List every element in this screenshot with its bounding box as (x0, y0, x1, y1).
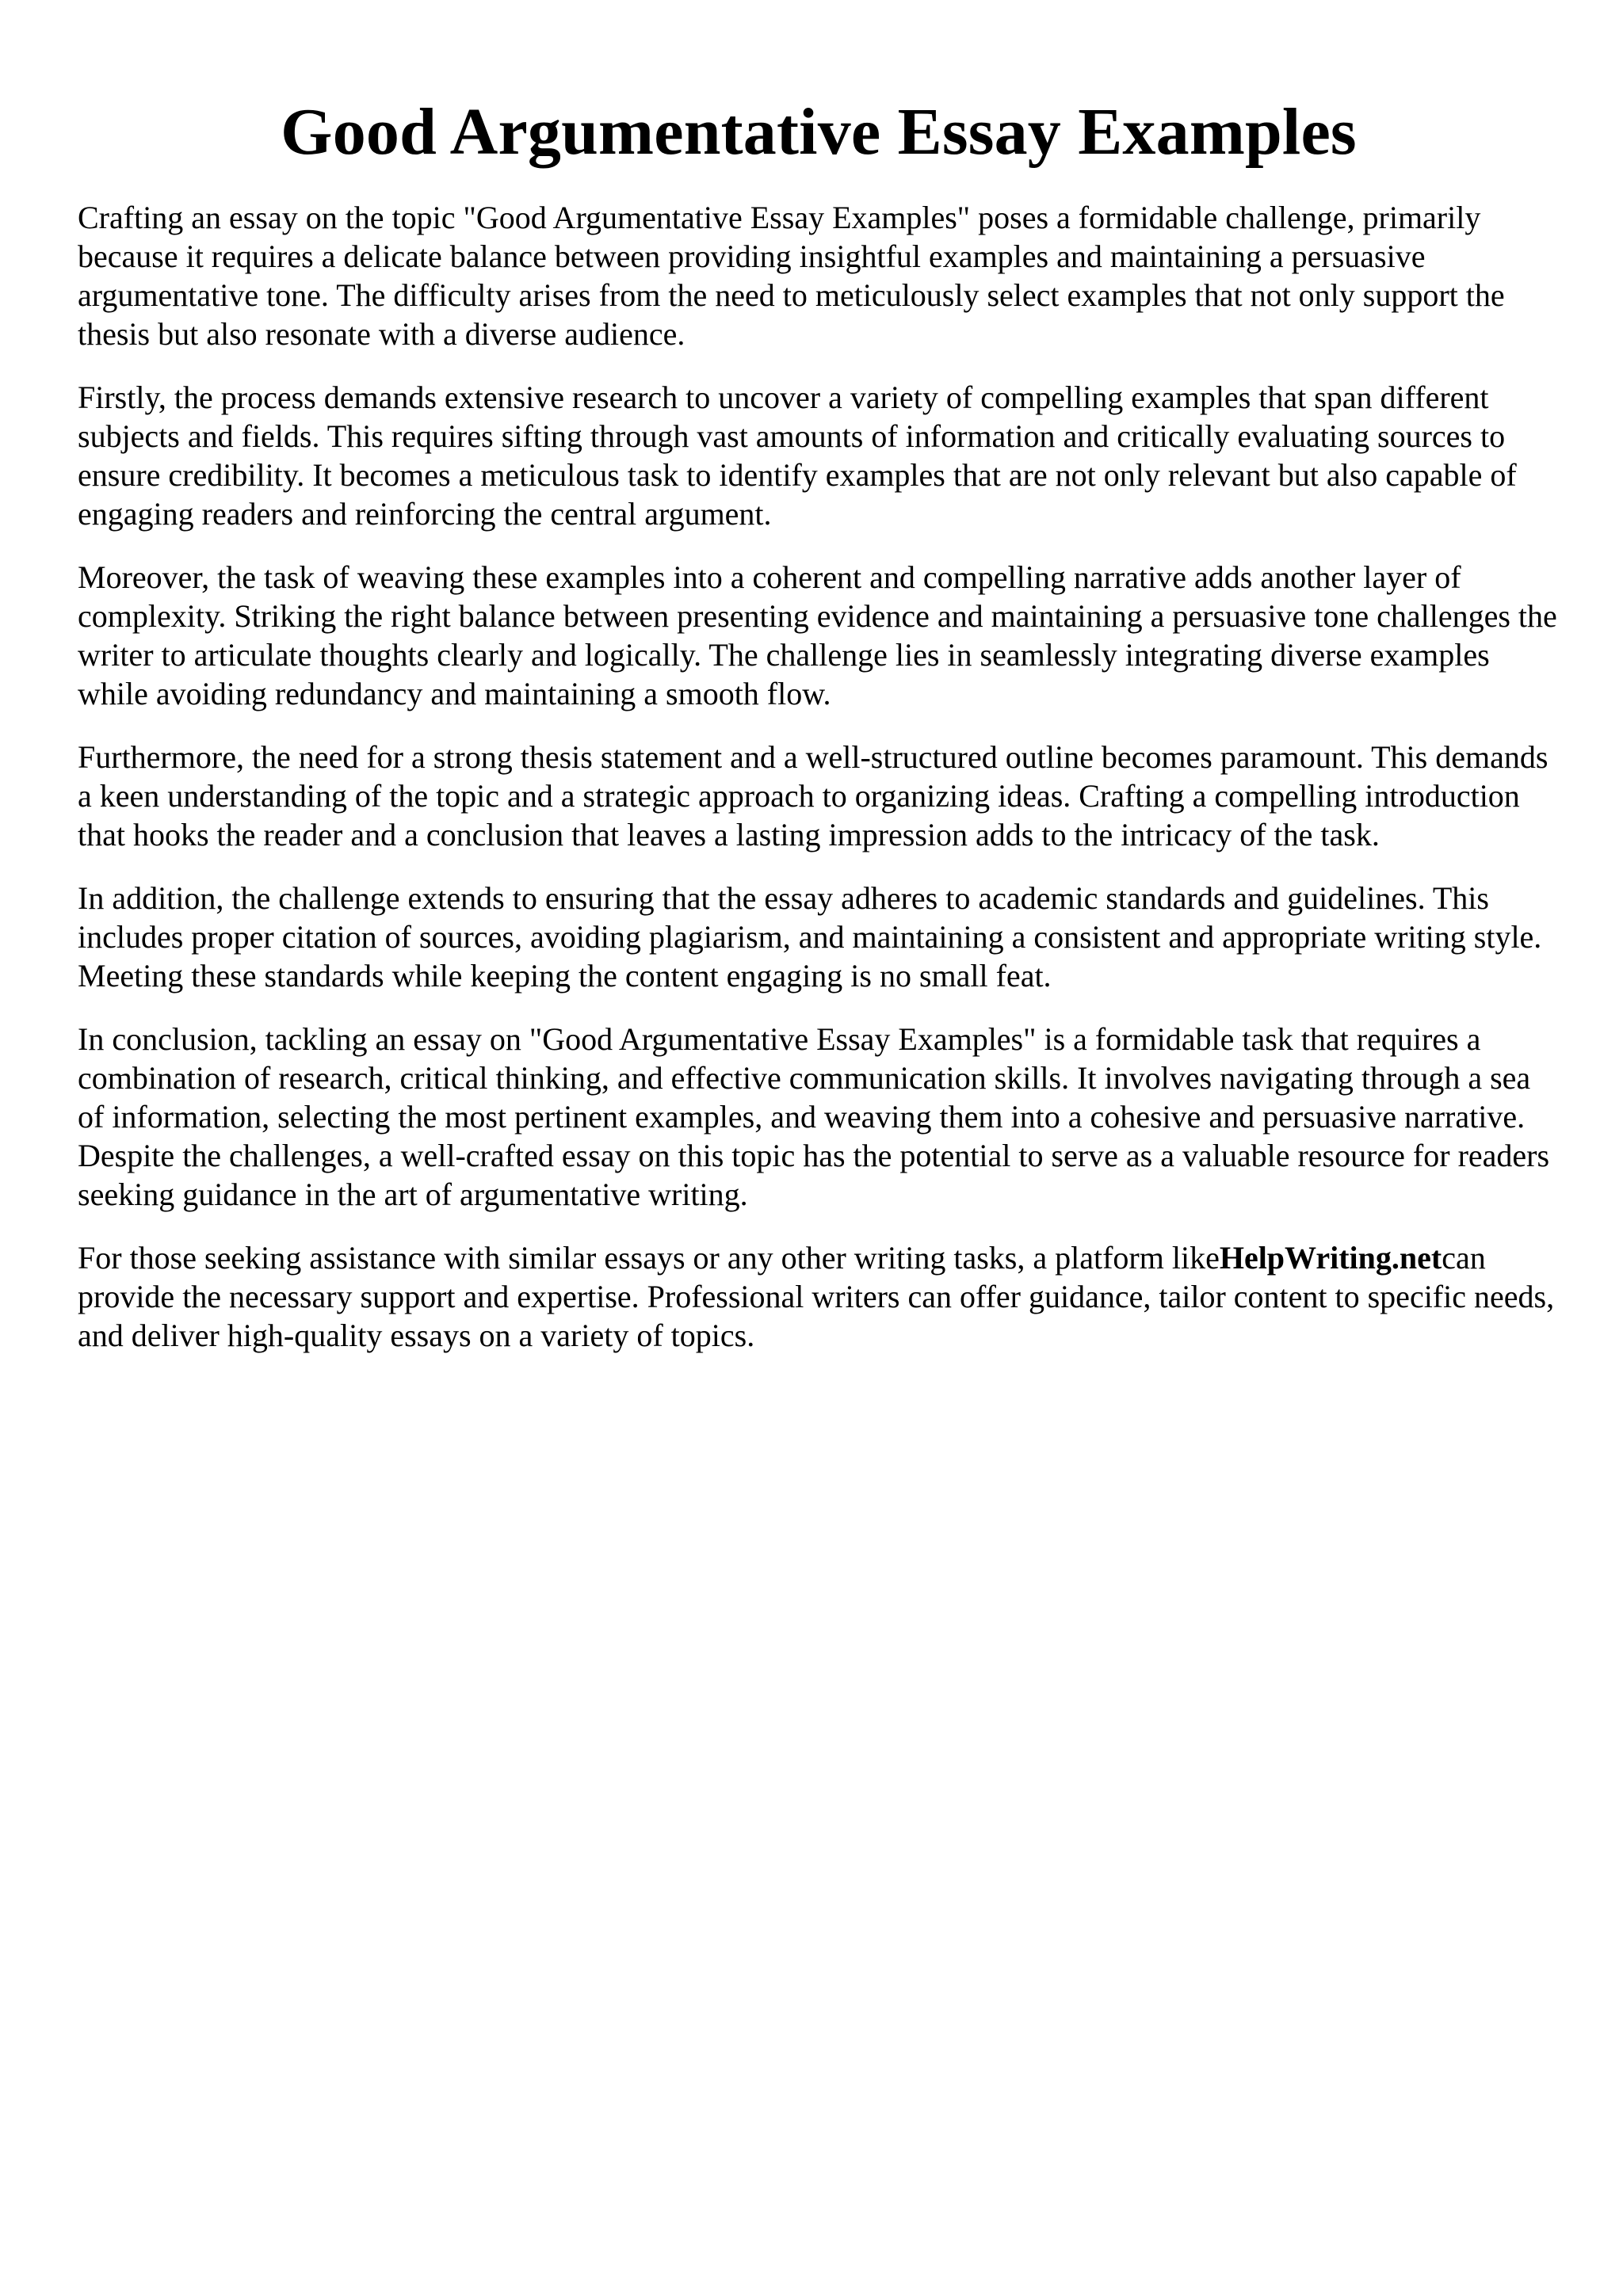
paragraph-research: Firstly, the process demands extensive research to uncover a variety of compelling examples that span different subjects and fields. This requires sifting through vast amounts of information and critically evaluating sources to ensure credibility. It becomes a meticulous task to identify examples that are not only relevant but also capable of engaging readers and reinforcing the central argument. (78, 379, 1517, 532)
page-title: Good Argumentative Essay Examples (281, 95, 1357, 169)
paragraph-academic-standards: In addition, the challenge extends to ensuring that the essay adheres to academic standards and guidelines. This includes proper citation of sources, avoiding plagiarism, and maintaining a consistent and appropriate writing style. Meeting these standards while keeping the content engaging is no small feat. (78, 880, 1542, 994)
helpwriting-brand-link[interactable]: HelpWriting.net (1219, 1240, 1442, 1276)
paragraph-thesis-outline: Furthermore, the need for a strong thesis statement and a well-structured outline becomes paramount. This demands a keen understanding of the topic and a strategic approach to organizing ideas. Crafting a compelling introduction that hooks the reader and a conclusion that leaves a lasting impression adds to the intricacy of the task. (78, 739, 1549, 853)
paragraph-assistance (78, 1238, 1560, 1355)
paragraph-introduction: Crafting an essay on the topic "Good Argumentative Essay Examples" poses a formidable challenge, primarily because it requires a delicate balance between providing insightful examples and maintaining a persuasive argumentative tone. The difficulty arises from the need to meticulously select examples that not only support the thesis but also resonate with a diverse audience. (78, 200, 1505, 353)
paragraph-conclusion: In conclusion, tackling an essay on "Good Argumentative Essay Examples" is a formidable task that requires a combination of research, critical thinking, and effective communication skills. It involves navigating through a sea of information, selecting the most pertinent examples, and weaving them into a cohesive and persuasive narrative. Despite the challenges, a well-crafted essay on this topic has the potential to serve as a valuable resource for readers seeking guidance in the art of argumentative writing. (78, 1021, 1550, 1213)
paragraph-narrative: Moreover, the task of weaving these examples into a coherent and compelling narrative adds another layer of complexity. Striking the right balance between presenting evidence and maintaining a persuasive tone challenges the writer to articulate thoughts clearly and logically. The challenge lies in seamlessly integrating diverse examples while avoiding redundancy and maintaining a smooth flow. (78, 559, 1557, 712)
assistance-text-before-brand: For those seeking assistance with similar essays or any other writing tasks, a platform like (78, 1240, 1220, 1276)
assistance-text-after-brand: can provide the necessary support and expertise. Professional writers can offer guidance, tailor content to specific needs, and deliver high-quality essays on a variety of topics. (78, 1240, 1555, 1354)
